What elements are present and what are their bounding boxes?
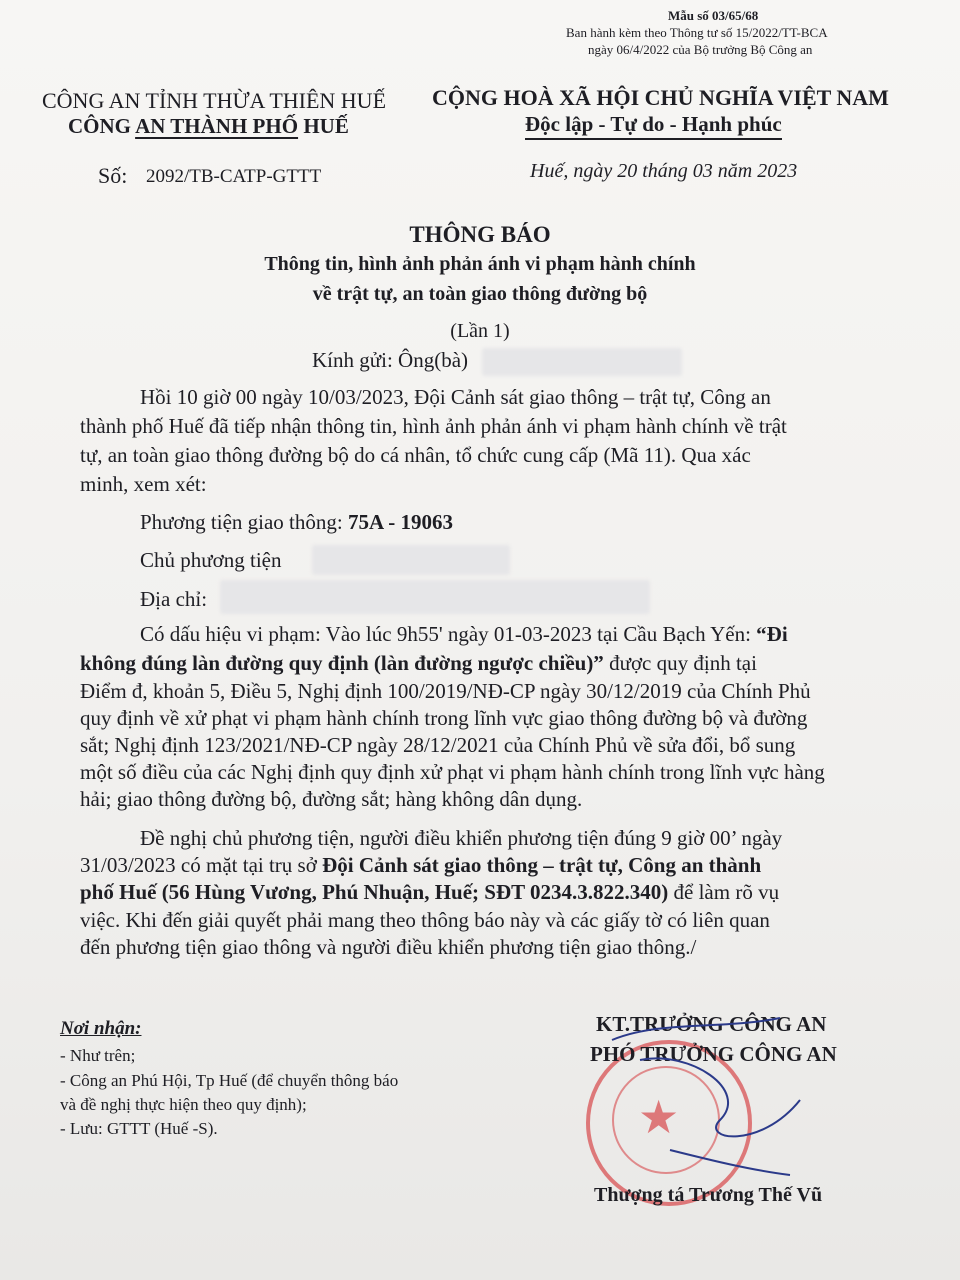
- body-line: [80, 651, 757, 676]
- body-line: Đề nghị chủ phương tiện, người điều khiển phương tiện đúng 9 giờ 00’ ngày: [140, 826, 783, 850]
- redacted-owner: [312, 545, 510, 575]
- recipient-item: và đề nghị thực hiện theo quy định);: [60, 1095, 307, 1114]
- doc-round: (Lần 1): [450, 320, 510, 342]
- greeting: Kính gửi: Ông(bà): [312, 348, 469, 372]
- body-line: tự, an toàn giao thông đường bộ do cá nhân, tổ chức cung cấp (Mã 11). Qua xác: [80, 443, 751, 467]
- doc-number: 2092/TB-CATP-GTTT: [146, 166, 322, 187]
- owner-label: Chủ phương tiện: [140, 548, 282, 572]
- doc-title: THÔNG BÁO: [409, 222, 551, 247]
- body-line: Hồi 10 giờ 00 ngày 10/03/2023, Đội Cảnh sát giao thông – trật tự, Công an: [140, 385, 771, 409]
- body-line: một số điều của các Nghị định quy định xử phạt vi phạm hành chính trong lĩnh vực hàng: [80, 760, 825, 784]
- signatory-title: KT.TRƯỞNG CÔNG AN: [596, 1012, 827, 1036]
- recipients-heading: Nơi nhận:: [60, 1018, 142, 1039]
- org-parent: CÔNG AN TỈNH THỪA THIÊN HUẾ: [42, 88, 387, 113]
- doc-number-label: Số:: [98, 163, 128, 188]
- national-motto: Độc lập - Tự do - Hạnh phúc: [525, 112, 782, 140]
- org-name-part: HUẾ: [298, 114, 349, 138]
- body-line: [140, 622, 788, 647]
- signatory-name: Thượng tá Trương Thế Vũ: [594, 1184, 823, 1206]
- doc-subtitle: Thông tin, hình ảnh phản ánh vi phạm hành chính: [264, 253, 696, 275]
- office-name: Đội Cảnh sát giao thông – trật tự, Công an thành: [322, 853, 762, 877]
- vehicle-label: Phương tiện giao thông:: [140, 510, 348, 534]
- violation-text: không đúng làn đường quy định (làn đường ngược chiều)”: [80, 651, 604, 675]
- address-label: Địa chỉ:: [140, 587, 208, 611]
- body-line: thành phố Huế đã tiếp nhận thông tin, hình ảnh phản ánh vi phạm hành chính về trật: [80, 414, 787, 438]
- body-line: Điểm đ, khoản 5, Điều 5, Nghị định 100/2019/NĐ-CP ngày 30/12/2019 của Chính Phủ: [80, 679, 811, 703]
- recipient-item: - Công an Phú Hội, Tp Huế (để chuyển thông báo: [60, 1071, 399, 1090]
- body-line: minh, xem xét:: [80, 472, 207, 496]
- form-number: Mẫu số 03/65/68: [668, 8, 759, 23]
- body-line-part: 31/03/2023 có mặt tại trụ sở: [80, 853, 323, 877]
- body-line: hải; giao thông đường bộ, đường sắt; hàng không dân dụng.: [80, 787, 583, 811]
- body-line: đến phương tiện giao thông và người điều khiển phương tiện giao thông./: [80, 935, 697, 959]
- org-name-part: CÔNG: [68, 114, 136, 138]
- violation-text: “Đi: [756, 622, 788, 646]
- body-line-part: để làm rõ vụ: [668, 880, 780, 904]
- office-address: phố Huế (56 Hùng Vương, Phú Nhuận, Huế; SĐT 0234.3.822.340): [80, 880, 669, 904]
- org-name: [68, 114, 349, 139]
- body-line-part: được quy định tại: [603, 651, 757, 675]
- vehicle-line: [140, 510, 453, 535]
- license-plate: 75A - 19063: [347, 510, 453, 534]
- body-line: việc. Khi đến giải quyết phải mang theo thông báo này và các giấy tờ có liên quan: [80, 908, 770, 932]
- redacted-name: [482, 348, 682, 376]
- republic-title: CỘNG HOÀ XÃ HỘI CHỦ NGHĨA VIỆT NAM: [432, 85, 889, 110]
- stamp-star-icon: ★: [638, 1092, 680, 1143]
- doc-date: Huế, ngày 20 tháng 03 năm 2023: [530, 160, 798, 182]
- org-name-part: AN THÀNH PHỐ: [135, 114, 299, 138]
- body-line: [80, 853, 761, 878]
- recipient-item: - Lưu: GTTT (Huế -S).: [60, 1119, 218, 1138]
- body-line: [80, 880, 779, 905]
- body-line-part: Có dấu hiệu vi phạm: Vào lúc 9h55' ngày 01-03-2023 tại Cầu Bạch Yến:: [140, 622, 757, 646]
- body-line: sắt; Nghị định 123/2021/NĐ-CP ngày 28/12/2021 của Chính Phủ về sửa đổi, bổ sung: [80, 733, 796, 757]
- form-issued-line: ngày 06/4/2022 của Bộ trưởng Bộ Công an: [588, 42, 813, 57]
- signatory-position: PHÓ TRƯỞNG CÔNG AN: [590, 1042, 837, 1066]
- body-line: quy định về xử phạt vi phạm hành chính trong lĩnh vực giao thông đường bộ và đường: [80, 706, 808, 730]
- doc-subtitle: về trật tự, an toàn giao thông đường bộ: [312, 283, 648, 305]
- redacted-address: [220, 580, 650, 614]
- handwritten-signature: [600, 1000, 820, 1180]
- form-issued-line: Ban hành kèm theo Thông tư số 15/2022/TT-BCA: [566, 25, 828, 40]
- recipient-item: - Như trên;: [60, 1046, 136, 1065]
